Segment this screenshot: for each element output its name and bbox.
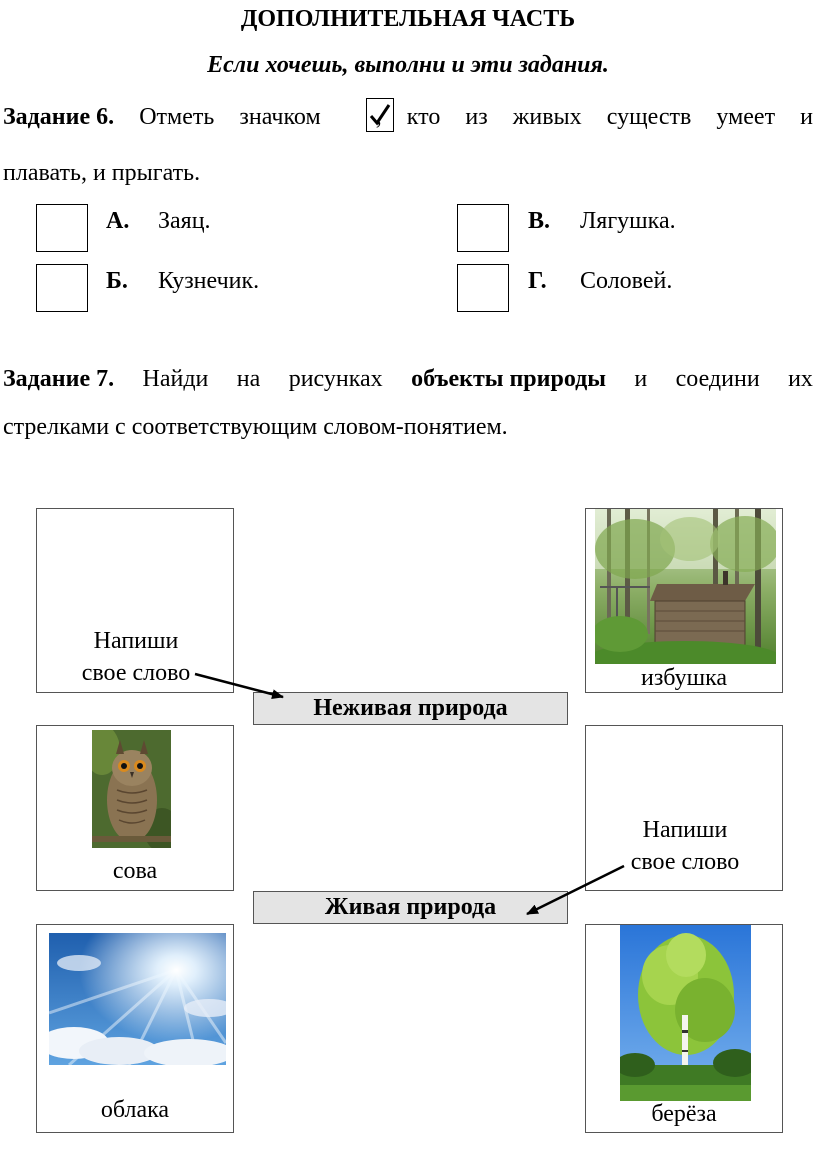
concept-nonliving-nature[interactable]: Неживая природа — [253, 692, 568, 725]
option-letter: А. — [106, 208, 130, 234]
option-letter: Г. — [528, 268, 547, 294]
task7-word: и — [634, 366, 648, 392]
option-letter: Б. — [106, 268, 128, 294]
arrow-to-living — [527, 866, 624, 914]
task7-word: их — [788, 366, 813, 392]
task7-bold-phrase: объекты природы — [411, 366, 607, 392]
task6-word: существ — [606, 104, 692, 130]
task6-word: , — [375, 104, 382, 130]
option-text: Лягушка. — [580, 208, 676, 234]
task6-label: Задание 6. — [3, 104, 115, 130]
concept-living-nature[interactable]: Живая природа — [253, 891, 568, 924]
task7-word: Найди — [142, 366, 209, 392]
card-label-birch: берёза — [651, 1101, 717, 1127]
task6-word: Отметь — [139, 104, 215, 130]
card-label-hut: избушка — [640, 665, 728, 691]
task7-word: соедини — [675, 366, 760, 392]
task7-label: Задание 7. — [3, 366, 115, 392]
task7-line2: стрелками с соответствующим словом-понятием. — [3, 414, 508, 440]
page-subtitle: Если хочешь, выполни и эти задания. — [207, 52, 609, 78]
write-prompt-line2: свое слово — [630, 849, 740, 875]
page-title: ДОПОЛНИТЕЛЬНАЯ ЧАСТЬ — [240, 6, 576, 32]
arrow-to-nonliving — [195, 674, 283, 697]
write-prompt-line1: Напиши — [642, 817, 728, 843]
option-text: Соловей. — [580, 268, 673, 294]
task6-word: кто — [406, 104, 441, 130]
write-prompt-line2: свое слово — [81, 660, 191, 686]
task6-line2: плавать, и прыгать. — [3, 160, 201, 186]
card-label-owl: сова — [112, 858, 158, 884]
task7-word: на — [236, 366, 261, 392]
card-label-clouds: облака — [100, 1097, 170, 1123]
task6-word: из — [465, 104, 488, 130]
option-letter: В. — [528, 208, 551, 234]
task6-word: и — [800, 104, 813, 130]
task6-word: живых — [512, 104, 582, 130]
task7-word: рисунках — [288, 366, 383, 392]
write-prompt-line1: Напиши — [93, 628, 179, 654]
option-text: Заяц. — [158, 208, 211, 234]
task6-word: умеет — [716, 104, 776, 130]
task6-word: значком — [239, 104, 321, 130]
option-text: Кузнечик. — [158, 268, 260, 294]
